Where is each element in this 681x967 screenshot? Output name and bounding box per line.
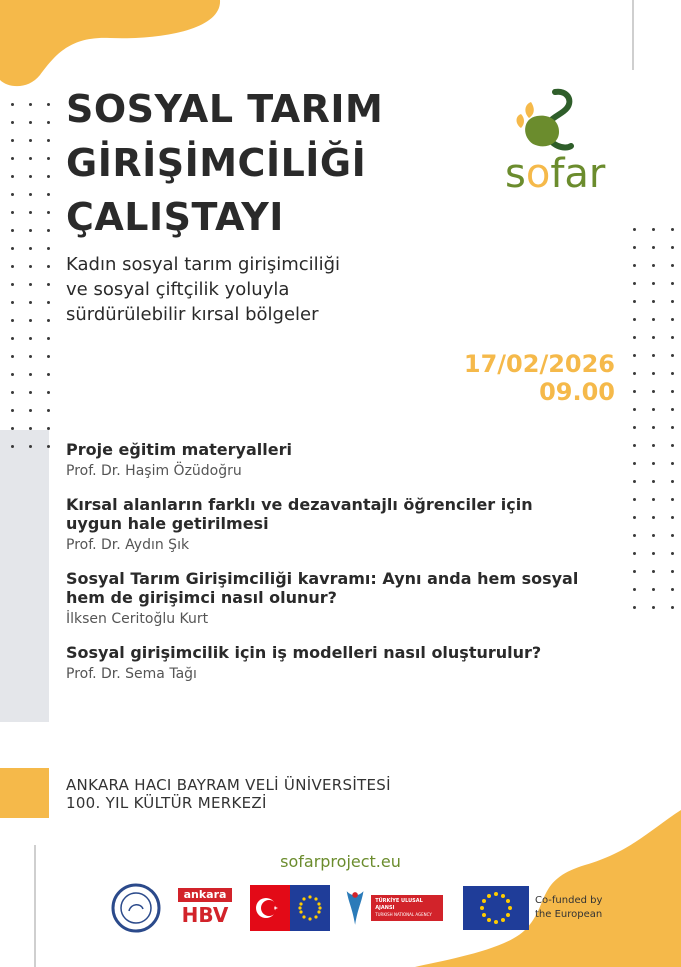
eu-cofunded-text bbox=[535, 894, 602, 922]
agenda-item bbox=[66, 643, 626, 684]
hbv-label-bottom: HBV bbox=[181, 903, 229, 927]
event-datetime bbox=[464, 350, 615, 406]
eu-flag-icon bbox=[463, 886, 529, 930]
national-agency-emblem-icon bbox=[343, 886, 367, 930]
subtitle-line-2: ve sosyal çiftçilik yoluyla bbox=[66, 279, 290, 300]
venue-line-1: ANKARA HACI BAYRAM VELİ ÜNİVERSİTESİ bbox=[66, 776, 391, 794]
eu-cofunded-logo bbox=[463, 884, 603, 932]
event-time: 09.00 bbox=[539, 378, 615, 406]
subtitle-line-1: Kadın sosyal tarım girişimciliği bbox=[66, 254, 341, 275]
event-date: 17/02/2026 bbox=[463, 350, 615, 378]
hbv-logo bbox=[177, 884, 233, 932]
university-seal-icon bbox=[111, 883, 161, 933]
agenda-item-title: Proje eğitim materyalleri bbox=[66, 440, 292, 459]
agenda-item-speaker: Prof. Dr. Sema Tağı bbox=[66, 666, 197, 682]
left-gray-panel bbox=[0, 430, 49, 722]
website-link[interactable]: sofarproject.eu bbox=[280, 852, 401, 871]
eu-flag-icon bbox=[290, 885, 330, 931]
turkey-eu-flags-logo bbox=[250, 884, 330, 932]
agenda-item-title: Kırsal alanların farklı ve dezavantajlı öğrenciler için uygun hale getirilmesi bbox=[66, 495, 533, 533]
title-line-2: GİRİŞİMCİLİĞİ bbox=[66, 141, 367, 185]
eu-cofunded-line-1: Co-funded by bbox=[535, 895, 603, 906]
sofar-wordmark-s: s bbox=[505, 151, 526, 197]
orange-block-venue bbox=[0, 768, 49, 818]
sofar-wordmark bbox=[505, 152, 605, 196]
agenda-item-speaker: Prof. Dr. Haşim Özüdoğru bbox=[66, 463, 242, 479]
agenda-item bbox=[66, 569, 626, 629]
national-agency-logo bbox=[343, 884, 443, 932]
vertical-rule-top-right bbox=[632, 0, 634, 70]
eu-cofunded-line-2: the European bbox=[535, 909, 603, 920]
subtitle-line-3: sürdürülebilir kırsal bölgeler bbox=[66, 304, 319, 325]
agenda-item bbox=[66, 440, 626, 481]
gazi-university-logo bbox=[110, 884, 162, 932]
poster-subtitle bbox=[66, 252, 340, 327]
sofar-logo bbox=[505, 88, 630, 203]
decorative-blob-top-left bbox=[0, 0, 230, 90]
agenda-item-title: Sosyal Tarım Girişimciliği kavramı: Aynı anda hem sosyal hem de girişimci nasıl olunur? bbox=[66, 569, 579, 607]
title-line-1: SOSYAL TARIM bbox=[66, 87, 384, 131]
agenda-item-speaker: İlksen Ceritoğlu Kurt bbox=[66, 611, 209, 627]
sofar-wordmark-o: o bbox=[525, 151, 551, 197]
national-agency-name: TÜRKİYE ULUSAL AJANSI bbox=[375, 898, 423, 911]
poster-title bbox=[66, 82, 383, 244]
national-agency-text bbox=[371, 895, 443, 921]
venue bbox=[66, 776, 391, 812]
agenda-item-title: Sosyal girişimcilik için iş modelleri nasıl oluşturulur? bbox=[66, 643, 542, 662]
agenda-list bbox=[66, 440, 626, 698]
dot-grid-right bbox=[633, 228, 674, 609]
dot-grid-left bbox=[11, 103, 50, 448]
turkey-flag-icon bbox=[250, 885, 290, 931]
national-agency-subname: TURKISH NATIONAL AGENCY bbox=[375, 912, 432, 917]
agenda-item-speaker: Prof. Dr. Aydın Şık bbox=[66, 537, 190, 553]
hbv-label-top: ankara bbox=[178, 888, 232, 902]
title-line-3: ÇALIŞTAYI bbox=[66, 195, 284, 239]
agenda-item bbox=[66, 495, 626, 555]
venue-line-2: 100. YIL KÜLTÜR MERKEZİ bbox=[66, 794, 267, 812]
sofar-wordmark-far: far bbox=[550, 151, 606, 197]
